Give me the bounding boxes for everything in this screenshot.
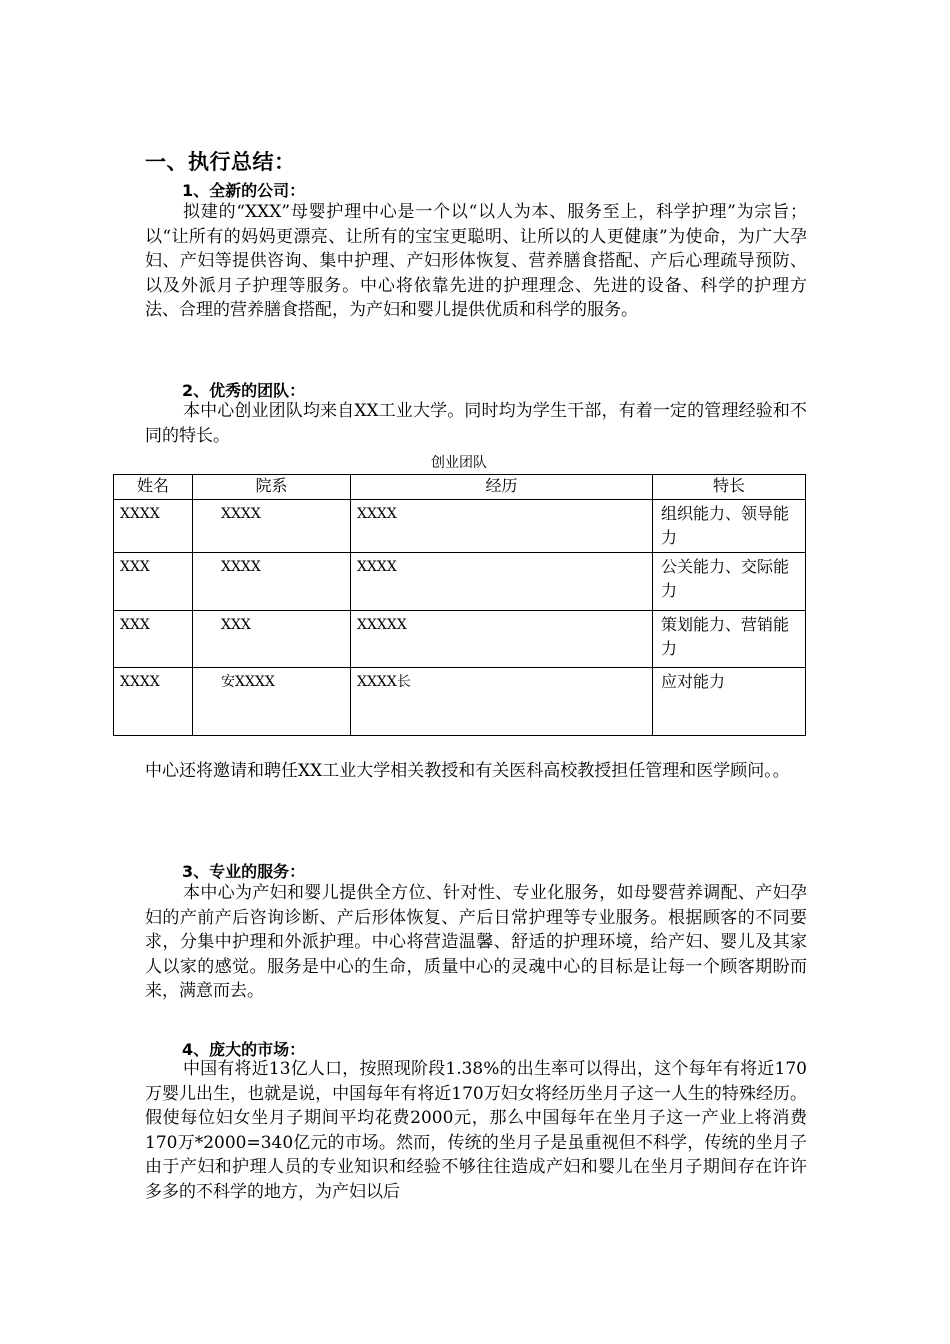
- heading-new-company: 1、全新的公司：: [182, 181, 306, 200]
- table-row: [114, 553, 806, 611]
- cell-dept: XXXX: [193, 553, 351, 611]
- cell-name: XXXX: [114, 668, 193, 736]
- heading-market: 4、庞大的市场：: [182, 1040, 306, 1059]
- table-row: [114, 500, 806, 553]
- cell-skill: 公关能力、交际能力: [653, 553, 806, 611]
- column-header-dept: 院系: [193, 475, 351, 500]
- cell-experience: XXXX: [351, 553, 653, 611]
- paragraph-service: 本中心为产妇和婴儿提供全方位、针对性、专业化服务，如母婴营养调配、产妇孕妇的产前产后咨询诊断、产后形体恢复、产后日常护理等专业服务。根据顾客的不同要求，分集中护理和外派护理。中心将营造温馨、舒适的护理环境，给产妇、婴儿及其家人以家的感觉。服务是中心的生命，质量中心的灵魂中心的目标是让每一个顾客期盼而来，满意而去。: [145, 883, 807, 1002]
- cell-skill: 应对能力: [653, 668, 806, 736]
- cell-name: XXX: [114, 611, 193, 668]
- heading-team: 2、优秀的团队：: [182, 381, 306, 400]
- column-header-experience: 经历: [351, 475, 653, 500]
- team-table: [113, 474, 806, 736]
- heading-service: 3、专业的服务：: [182, 862, 306, 881]
- column-header-skill: 特长: [653, 475, 806, 500]
- table-row: [114, 668, 806, 736]
- section-title: 一、执行总结：: [145, 150, 296, 174]
- cell-dept: 安XXXX: [193, 668, 351, 736]
- table-caption: 创业团队: [431, 455, 487, 471]
- cell-dept: XXXX: [193, 500, 351, 553]
- cell-experience: XXXXX: [351, 611, 653, 668]
- table-header-row: [114, 475, 806, 500]
- cell-name: XXX: [114, 553, 193, 611]
- table-row: [114, 611, 806, 668]
- cell-experience: XXXX长: [351, 668, 653, 736]
- paragraph-market: 中国有将近13亿人口，按照现阶段1.38%的出生率可以得出，这个每年有将近170万婴儿出生，也就是说，中国每年有将近170万妇女将经历坐月子这一人生的特殊经历。假使每位妇女坐月子期间平均花费2000元，那么中国每年在坐月子这一产业上将消费170万*2000=340亿元的市场。然而，传统的坐月子是虽重视但不科学，传统的坐月子由于产妇和护理人员的专业知识和经验不够往往造成产妇和婴儿在坐月子期间存在许许多多的不科学的地方，为产妇以后: [145, 1059, 807, 1202]
- cell-experience: XXXX: [351, 500, 653, 553]
- paragraph-new-company: 拟建的“XXX”母婴护理中心是一个以“以人为本、服务至上，科学护理”为宗旨；以“让所有的妈妈更漂亮、让所有的宝宝更聪明、让所以的人更健康”为使命，为广大孕妇、产妇等提供咨询、集中护理、产妇形体恢复、营养膳食搭配、产后心理疏导预防、以及外派月子护理等服务。中心将依靠先进的护理理念、先进的设备、科学的护理方法、合理的营养膳食搭配，为产妇和婴儿提供优质和科学的服务。: [145, 202, 807, 321]
- cell-name: XXXX: [114, 500, 193, 553]
- column-header-name: 姓名: [114, 475, 193, 500]
- cell-dept: XXX: [193, 611, 351, 668]
- cell-skill: 组织能力、领导能力: [653, 500, 806, 553]
- cell-skill: 策划能力、营销能力: [653, 611, 806, 668]
- paragraph-team: 本中心创业团队均来自XX工业大学。同时均为学生干部，有着一定的管理经验和不同的特长。: [145, 401, 807, 446]
- paragraph-advisors: 中心还将邀请和聘任XX工业大学相关教授和有关医科高校教授担任管理和医学顾问。。: [145, 761, 790, 781]
